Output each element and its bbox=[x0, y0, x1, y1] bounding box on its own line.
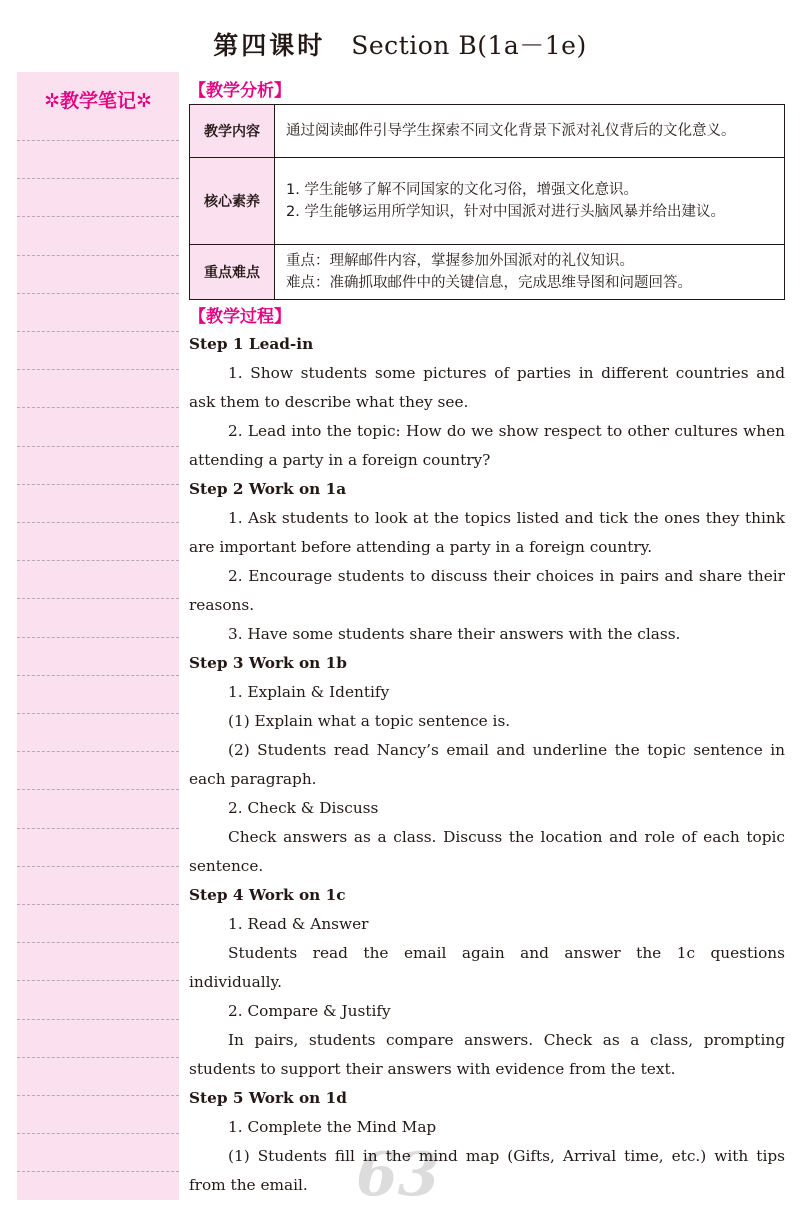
table-row bbox=[190, 105, 785, 158]
row-line: 难点：准确抓取邮件中的关键信息，完成思维导图和问题回答。 bbox=[286, 275, 692, 291]
paragraph: (2) Students read Nancy’s email and underline the topic sentence in each paragraph. bbox=[189, 741, 785, 788]
note-line bbox=[17, 1171, 179, 1172]
note-line bbox=[17, 789, 179, 790]
note-line bbox=[17, 560, 179, 561]
note-line bbox=[17, 1057, 179, 1058]
note-line bbox=[17, 1019, 179, 1020]
note-line bbox=[17, 637, 179, 638]
process-content bbox=[189, 330, 785, 1200]
note-line bbox=[17, 713, 179, 714]
row-body bbox=[275, 245, 785, 300]
note-line bbox=[17, 942, 179, 943]
notes-title: ✲教学笔记✲ bbox=[44, 90, 152, 112]
note-line bbox=[17, 751, 179, 752]
paragraph: 1. Complete the Mind Map bbox=[228, 1118, 437, 1136]
paragraph: 1. Explain & Identify bbox=[228, 683, 390, 701]
note-line bbox=[17, 522, 179, 523]
note-line bbox=[17, 866, 179, 867]
row-line: 通过阅读邮件引导学生探索不同文化背景下派对礼仪背后的文化意义。 bbox=[286, 123, 736, 139]
row-body bbox=[275, 105, 785, 158]
note-line bbox=[17, 331, 179, 332]
row-head: 重点难点 bbox=[190, 245, 275, 300]
step-title: Step 4 Work on 1c bbox=[189, 886, 346, 904]
paragraph: 2. Encourage students to discuss their choices in pairs and share their reasons. bbox=[189, 567, 785, 614]
page-number: 63 bbox=[356, 1140, 440, 1210]
note-line bbox=[17, 828, 179, 829]
paragraph: Check answers as a class. Discuss the location and role of each topic sentence. bbox=[189, 828, 785, 875]
note-line bbox=[17, 446, 179, 447]
note-line bbox=[17, 293, 179, 294]
note-line bbox=[17, 255, 179, 256]
paragraph: Students read the email again and answer the 1c questions individually. bbox=[189, 944, 785, 991]
row-head: 教学内容 bbox=[190, 105, 275, 158]
note-line bbox=[17, 178, 179, 179]
row-head: 核心素养 bbox=[190, 158, 275, 245]
note-line bbox=[17, 407, 179, 408]
table-row bbox=[190, 245, 785, 300]
note-line bbox=[17, 675, 179, 676]
note-line bbox=[17, 484, 179, 485]
note-line bbox=[17, 1133, 179, 1134]
step-title: Step 5 Work on 1d bbox=[189, 1089, 347, 1107]
note-line bbox=[17, 1095, 179, 1096]
paragraph: 1. Show students some pictures of parties in different countries and ask them to describe what they see. bbox=[189, 364, 785, 411]
paragraph: 1. Read & Answer bbox=[228, 915, 369, 933]
step-title: Step 1 Lead-in bbox=[189, 335, 314, 353]
row-line: 1. 学生能够了解不同国家的文化习俗，增强文化意识。 bbox=[286, 182, 638, 198]
process-label: 【教学过程】 bbox=[189, 307, 291, 327]
paragraph: In pairs, students compare answers. Check as a class, prompting students to support their answers with evidence from the text. bbox=[189, 1031, 785, 1078]
paragraph: (1) Students fill in the mind map (Gifts, Arrival time, etc.) with tips from the email. bbox=[189, 1147, 785, 1194]
lesson-title bbox=[0, 26, 800, 62]
lesson-label: 第四课时 bbox=[213, 31, 326, 60]
paragraph: (1) Explain what a topic sentence is. bbox=[228, 712, 511, 730]
paragraph: 1. Ask students to look at the topics listed and tick the ones they think are important before attending a party in a foreign country. bbox=[189, 509, 785, 556]
paragraph: 2. Check & Discuss bbox=[228, 799, 379, 817]
paragraph: 2. Compare & Justify bbox=[228, 1002, 391, 1020]
section-label: Section B(1a－1e) bbox=[351, 31, 587, 60]
paragraph: 3. Have some students share their answers with the class. bbox=[228, 625, 681, 643]
table-row bbox=[190, 158, 785, 245]
analysis-label: 【教学分析】 bbox=[189, 81, 291, 101]
note-line bbox=[17, 140, 179, 141]
note-line bbox=[17, 980, 179, 981]
analysis-table bbox=[189, 104, 785, 300]
notes-sidebar bbox=[17, 72, 179, 1200]
step-title: Step 2 Work on 1a bbox=[189, 480, 347, 498]
row-line: 2. 学生能够运用所学知识，针对中国派对进行头脑风暴并给出建议。 bbox=[286, 204, 725, 220]
note-line bbox=[17, 598, 179, 599]
row-body bbox=[275, 158, 785, 245]
note-line bbox=[17, 369, 179, 370]
paragraph: 2. Lead into the topic: How do we show respect to other cultures when attending a party in a foreign country? bbox=[189, 422, 785, 469]
note-line bbox=[17, 904, 179, 905]
note-line bbox=[17, 216, 179, 217]
step-title: Step 3 Work on 1b bbox=[189, 654, 347, 672]
row-line: 重点：理解邮件内容，掌握参加外国派对的礼仪知识。 bbox=[286, 253, 634, 269]
